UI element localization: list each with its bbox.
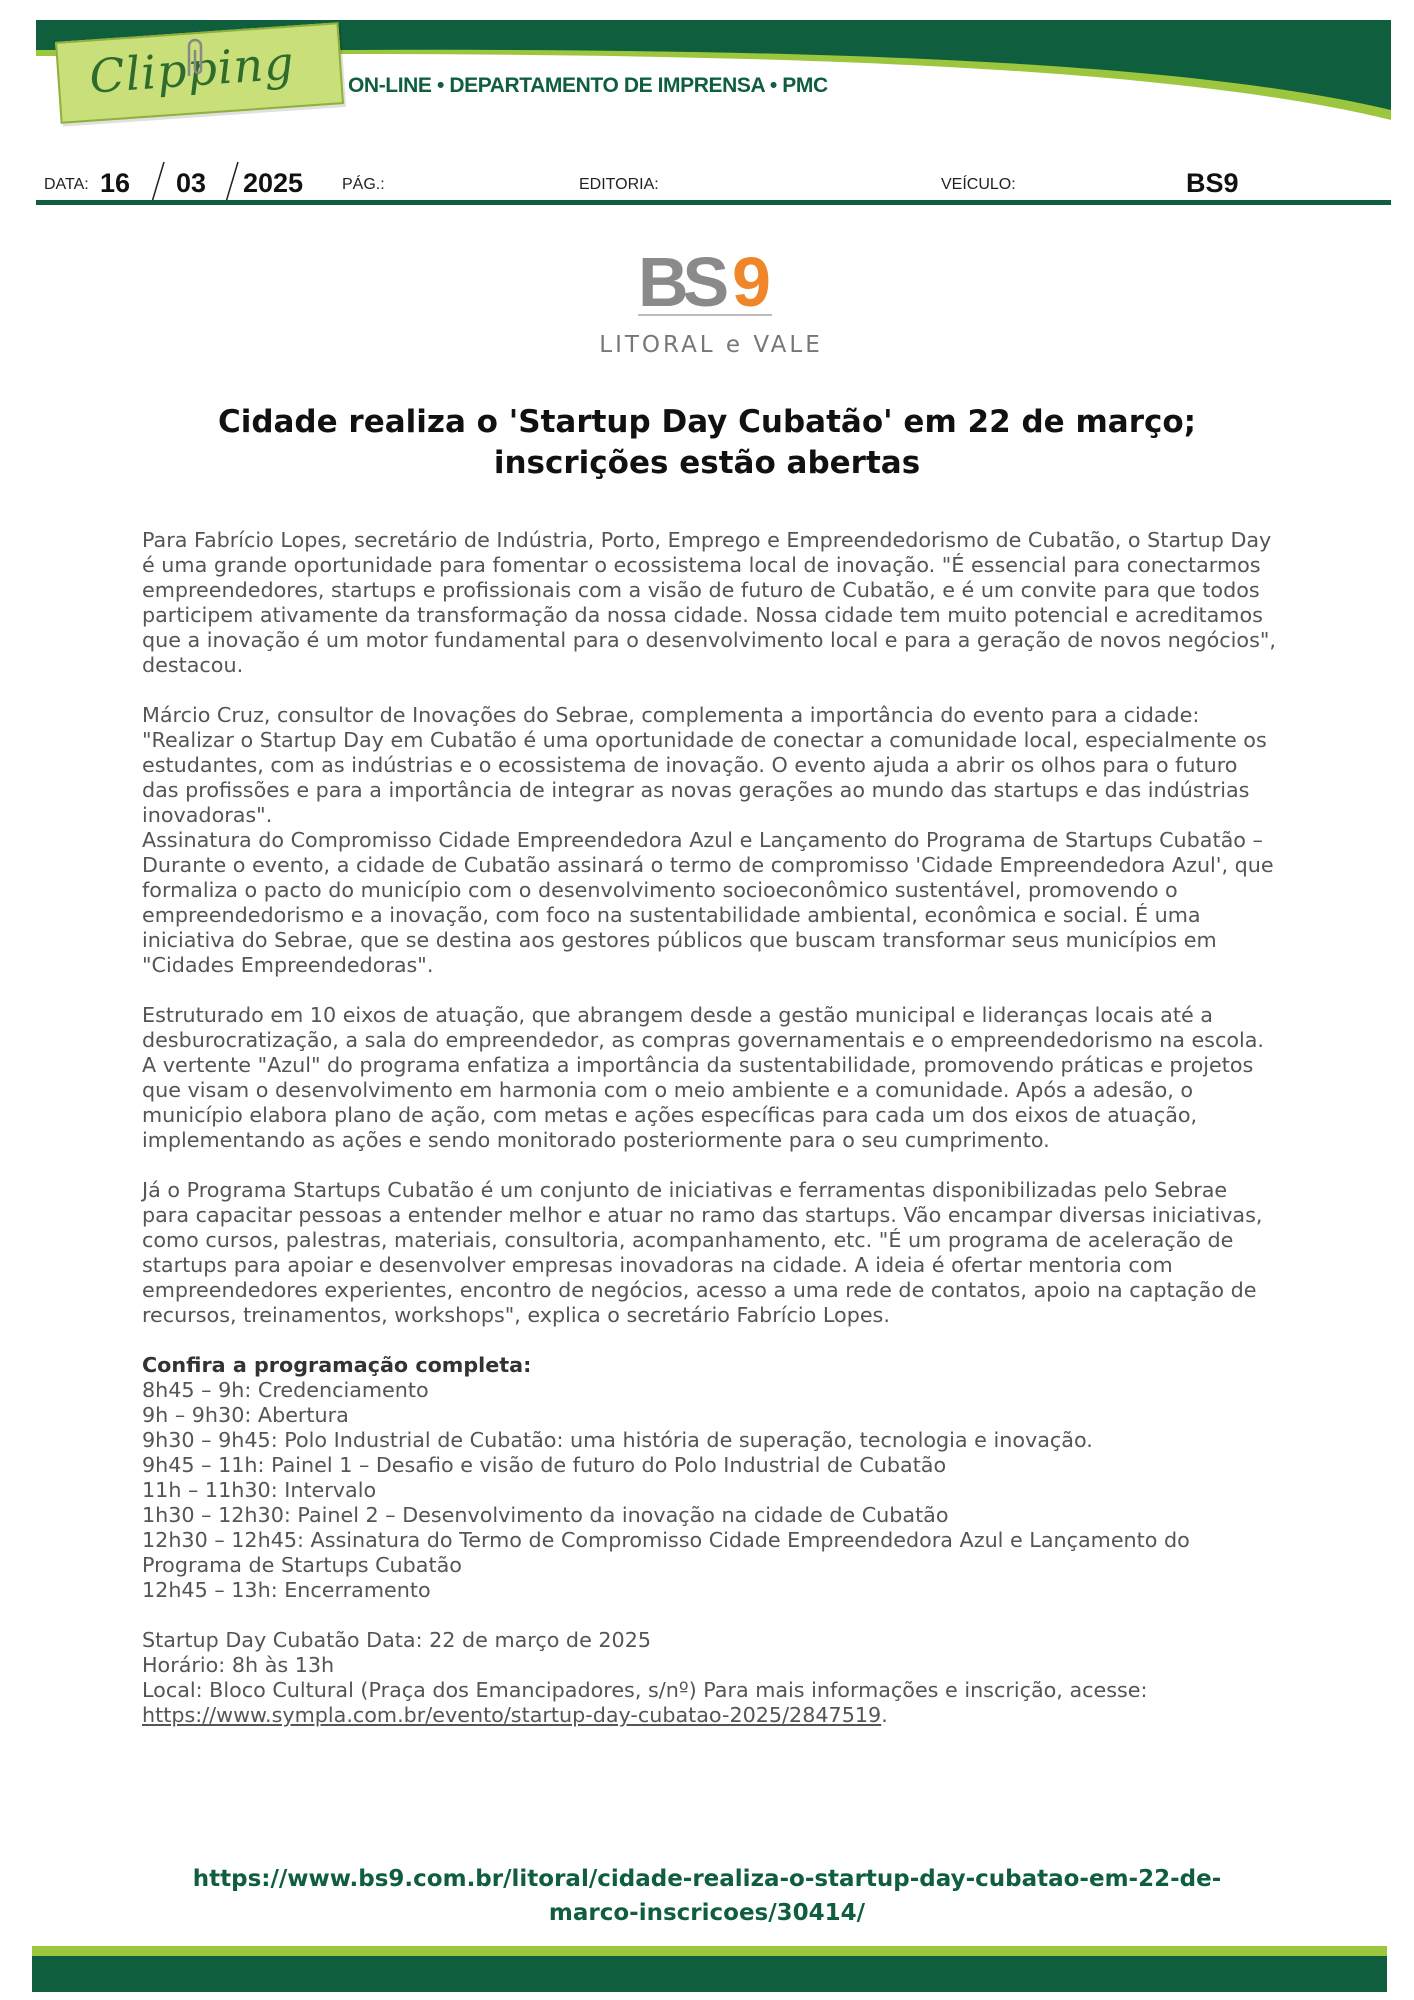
date-month: 03 xyxy=(176,168,207,198)
schedule-item: 8h45 – 9h: Credenciamento xyxy=(142,1378,429,1402)
event-time: Horário: 8h às 13h xyxy=(142,1653,335,1677)
article-paragraph: Márcio Cruz, consultor de Inovações do Sebrae, complementa a importância do evento para a cidade: "Realizar o Startup Day em Cubatão é uma oportunidade de conectar a comunidade local, especialmente os estudantes, com as indústrias e o ecossistema de inovação. O evento ajuda a abrir os olhos para o futuro das profissões e para a importância de integrar as novas gerações ao mundo das startups e das indústrias inovadoras". xyxy=(142,703,1267,827)
vehicle-value: BS9 xyxy=(1186,168,1239,198)
vehicle-label: VEÍCULO: xyxy=(941,176,1016,193)
schedule-item: 9h45 – 11h: Painel 1 – Desafio e visão de futuro do Polo Industrial de Cubatão xyxy=(142,1453,947,1477)
date-separator xyxy=(222,160,240,204)
meta-row xyxy=(36,160,1391,204)
date-label: DATA: xyxy=(44,176,89,193)
source-url: https://www.bs9.com.br/litoral/cidade-realiza-o-startup-day-cubatao-em-22-de-marco-inscricoes/30414/ xyxy=(192,1866,1222,1926)
registration-link[interactable]: https://www.sympla.com.br/evento/startup-day-cubatao-2025/2847519 xyxy=(142,1703,882,1727)
link-suffix: . xyxy=(881,1703,888,1727)
logo-text-9: 9 xyxy=(732,244,771,321)
date-year: 2025 xyxy=(243,168,304,198)
clipping-label: Clipping xyxy=(87,35,297,104)
article-title: Cidade realiza o 'Startup Day Cubatão' em 22 de março; inscrições estão abertas xyxy=(217,404,1197,481)
paperclip-icon xyxy=(183,36,207,82)
date-day: 16 xyxy=(100,168,131,198)
footer-band-dark xyxy=(32,1956,1387,1992)
editoria-label: EDITORIA: xyxy=(579,176,659,193)
logo-subtitle: LITORAL e VALE xyxy=(599,332,823,358)
meta-divider xyxy=(36,200,1391,205)
event-date: Startup Day Cubatão Data: 22 de março de 2025 xyxy=(142,1628,652,1652)
date-separator xyxy=(148,160,166,204)
footer-band-light xyxy=(32,1946,1387,1956)
department-label: ON-LINE • DEPARTAMENTO DE IMPRENSA • PMC xyxy=(348,74,828,97)
article-paragraph: Estruturado em 10 eixos de atuação, que abrangem desde a gestão municipal e lideranças locais até a desburocratização, a sala do empreendedor, as compras governamentais e o empreendedorismo na escola. A vertente "Azul" do programa enfatiza a importância da sustentabilidade, promovendo práticas e projetos que visam o desenvolvimento em harmonia com o meio ambiente e a comunidade. Após a adesão, o município elabora plano de ação, com metas e ações específicas para cada um dos eixos de atuação, implementando as ações e sendo monitorado posteriormente para o seu cumprimento. xyxy=(142,1003,1264,1152)
schedule-item: 9h30 – 9h45: Polo Industrial de Cubatão: uma história de superação, tecnologia e inovação. xyxy=(142,1428,1093,1452)
schedule-item: 9h – 9h30: Abertura xyxy=(142,1403,349,1427)
schedule-item: 12h30 – 12h45: Assinatura do Termo de Compromisso Cidade Empreendedora Azul e Lançamento do Programa de Startups Cubatão xyxy=(142,1528,1190,1577)
article-paragraph: Assinatura do Compromisso Cidade Empreendedora Azul e Lançamento do Programa de Startups Cubatão – Durante o evento, a cidade de Cubatão assinará o termo de compromisso 'Cidade Empreendedora Azul', que formaliza o pacto do município com o desenvolvimento socioeconômico sustentável, promovendo o empreendedorismo e a inovação, com foco na sustentabilidade ambiental, econômica e social. É uma iniciativa do Sebrae, que se destina aos gestores públicos que buscam transformar seus municípios em "Cidades Empreendedoras". xyxy=(142,828,1274,977)
schedule-item: 12h45 – 13h: Encerramento xyxy=(142,1578,431,1602)
schedule-heading: Confira a programação completa: xyxy=(142,1353,532,1377)
schedule-item: 11h – 11h30: Intervalo xyxy=(142,1478,377,1502)
article-body xyxy=(142,528,1277,1728)
article-paragraph: Para Fabrício Lopes, secretário de Indústria, Porto, Emprego e Empreendedorismo de Cubatão, o Startup Day é uma grande oportunidade para fomentar o ecossistema local de inovação. "É essencial para conectarmos empreendedores, startups e profissionais com a visão de futuro de Cubatão, e é um convite para que todos participem ativamente da transformação da nossa cidade. Nossa cidade tem muito potencial e acreditamos que a inovação é um motor fundamental para o desenvolvimento local e para a geração de novos negócios", destacou. xyxy=(142,528,1276,677)
event-location: Local: Bloco Cultural (Praça dos Emancipadores, s/nº) Para mais informações e inscrição, acesse: xyxy=(142,1678,1148,1702)
logo-text-bs: BS xyxy=(638,244,724,321)
schedule-item: 1h30 – 12h30: Painel 2 – Desenvolvimento da inovação na cidade de Cubatão xyxy=(142,1503,949,1527)
event-link-line xyxy=(142,1703,1277,1728)
article-paragraph: Já o Programa Startups Cubatão é um conjunto de iniciativas e ferramentas disponibilizadas pelo Sebrae para capacitar pessoas a entender melhor e atuar no ramo das startups. Vão encampar diversas iniciativas, como cursos, palestras, materiais, consultoria, acompanhamento, etc. "É um programa de aceleração de startups para apoiar e desenvolver empresas inovadoras na cidade. A ideia é ofertar mentoria com empreendedores experientes, encontro de negócios, acesso a uma rede de contatos, apoio na captação de recursos, treinamentos, workshops", explica o secretário Fabrício Lopes. xyxy=(142,1178,1263,1327)
page-label: PÁG.: xyxy=(342,176,385,193)
